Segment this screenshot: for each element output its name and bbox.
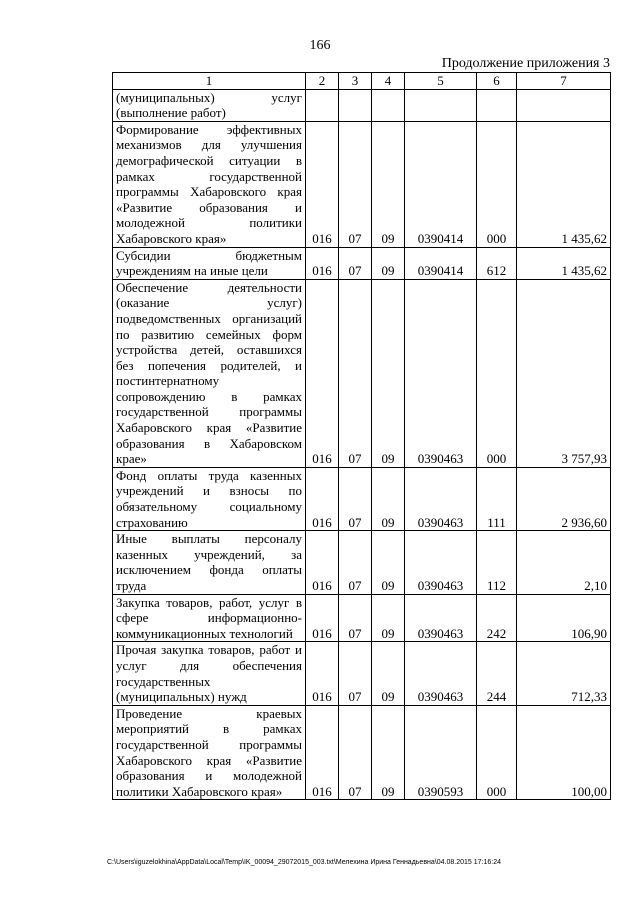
- amount: 100,00: [517, 705, 611, 800]
- footer-file-path: C:\Users\iguzelokhina\AppData\Local\Temp\IK_00094_29072015_003.txt\Мелехина Ирина Геннадьевна\04.08.2015 17:16:24: [107, 859, 501, 866]
- page-number: 166: [309, 38, 331, 53]
- budget-table: [112, 72, 611, 800]
- subsection-code: 09: [372, 121, 405, 247]
- subsection-code: 09: [372, 705, 405, 800]
- section-code: 07: [339, 594, 372, 642]
- continuation-label: Продолжение приложения 3: [441, 56, 610, 71]
- subsection-code: [372, 89, 405, 121]
- expense-type-code: 111: [477, 467, 517, 530]
- target-article-code: 0390463: [405, 279, 477, 467]
- table-row: [113, 121, 611, 247]
- amount: 712,33: [517, 642, 611, 705]
- target-article-code: 0390463: [405, 467, 477, 530]
- section-code: 07: [339, 531, 372, 594]
- ministry-code: 016: [306, 531, 339, 594]
- ministry-code: 016: [306, 467, 339, 530]
- target-article-code: 0390463: [405, 531, 477, 594]
- expense-type-code: [477, 89, 517, 121]
- amount: 106,90: [517, 594, 611, 642]
- row-name: Обеспечение деятельности (оказание услуг) подведомственных организаций по развитию семейных форм устройства детей, оставшихся без попечения родителей, и постинтернатному сопровождению в рамках государственной программы Хабаровского края «Развитие образования в Хабаровском крае»: [113, 279, 306, 467]
- section-code: 07: [339, 705, 372, 800]
- header-col-7: 7: [517, 73, 611, 90]
- row-name: Закупка товаров, работ, услуг в сфере информационно-коммуникационных технологий: [113, 594, 306, 642]
- table-row: [113, 642, 611, 705]
- target-article-code: [405, 89, 477, 121]
- subsection-code: 09: [372, 247, 405, 279]
- subsection-code: 09: [372, 531, 405, 594]
- amount: 2,10: [517, 531, 611, 594]
- amount: 2 936,60: [517, 467, 611, 530]
- header-col-6: 6: [477, 73, 517, 90]
- expense-type-code: 000: [477, 121, 517, 247]
- section-code: 07: [339, 247, 372, 279]
- header-row: [113, 73, 611, 90]
- row-name: Прочая закупка товаров, работ и услуг для обеспечения государственных (муниципальных) нужд: [113, 642, 306, 705]
- ministry-code: [306, 89, 339, 121]
- section-code: 07: [339, 121, 372, 247]
- expense-type-code: 112: [477, 531, 517, 594]
- header-col-3: 3: [339, 73, 372, 90]
- header-col-4: 4: [372, 73, 405, 90]
- target-article-code: 0390463: [405, 594, 477, 642]
- table-row: [113, 531, 611, 594]
- target-article-code: 0390414: [405, 247, 477, 279]
- table-row: [113, 89, 611, 121]
- table-row: [113, 467, 611, 530]
- header-col-2: 2: [306, 73, 339, 90]
- ministry-code: 016: [306, 247, 339, 279]
- section-code: 07: [339, 279, 372, 467]
- amount: 1 435,62: [517, 121, 611, 247]
- row-name: Проведение краевых мероприятий в рамках государственной программы Хабаровского края «Развитие образования и молодежной политики Хабаровского края»: [113, 705, 306, 800]
- header-col-5: 5: [405, 73, 477, 90]
- expense-type-code: 612: [477, 247, 517, 279]
- subsection-code: 09: [372, 642, 405, 705]
- amount: [517, 89, 611, 121]
- table-row: [113, 594, 611, 642]
- section-code: 07: [339, 642, 372, 705]
- table-row: [113, 247, 611, 279]
- ministry-code: 016: [306, 279, 339, 467]
- table-row: [113, 705, 611, 800]
- expense-type-code: 242: [477, 594, 517, 642]
- amount: 3 757,93: [517, 279, 611, 467]
- row-name: (муниципальных) услуг (выполнение работ): [113, 89, 306, 121]
- expense-type-code: 244: [477, 642, 517, 705]
- ministry-code: 016: [306, 642, 339, 705]
- subsection-code: 09: [372, 279, 405, 467]
- row-name: Субсидии бюджетным учреждениям на иные цели: [113, 247, 306, 279]
- target-article-code: 0390463: [405, 642, 477, 705]
- target-article-code: 0390414: [405, 121, 477, 247]
- ministry-code: 016: [306, 121, 339, 247]
- subsection-code: 09: [372, 467, 405, 530]
- row-name: Формирование эффективных механизмов для улучшения демографической ситуации в рамках государственной программы Хабаровского края «Развитие образования и молодежной политики Хабаровского края»: [113, 121, 306, 247]
- amount: 1 435,62: [517, 247, 611, 279]
- expense-type-code: 000: [477, 279, 517, 467]
- ministry-code: 016: [306, 594, 339, 642]
- row-name: Фонд оплаты труда казенных учреждений и взносы по обязательному социальному страхованию: [113, 467, 306, 530]
- row-name: Иные выплаты персоналу казенных учреждений, за исключением фонда оплаты труда: [113, 531, 306, 594]
- section-code: 07: [339, 467, 372, 530]
- table-row: [113, 279, 611, 467]
- ministry-code: 016: [306, 705, 339, 800]
- expense-type-code: 000: [477, 705, 517, 800]
- subsection-code: 09: [372, 594, 405, 642]
- target-article-code: 0390593: [405, 705, 477, 800]
- header-col-1: 1: [113, 73, 306, 90]
- section-code: [339, 89, 372, 121]
